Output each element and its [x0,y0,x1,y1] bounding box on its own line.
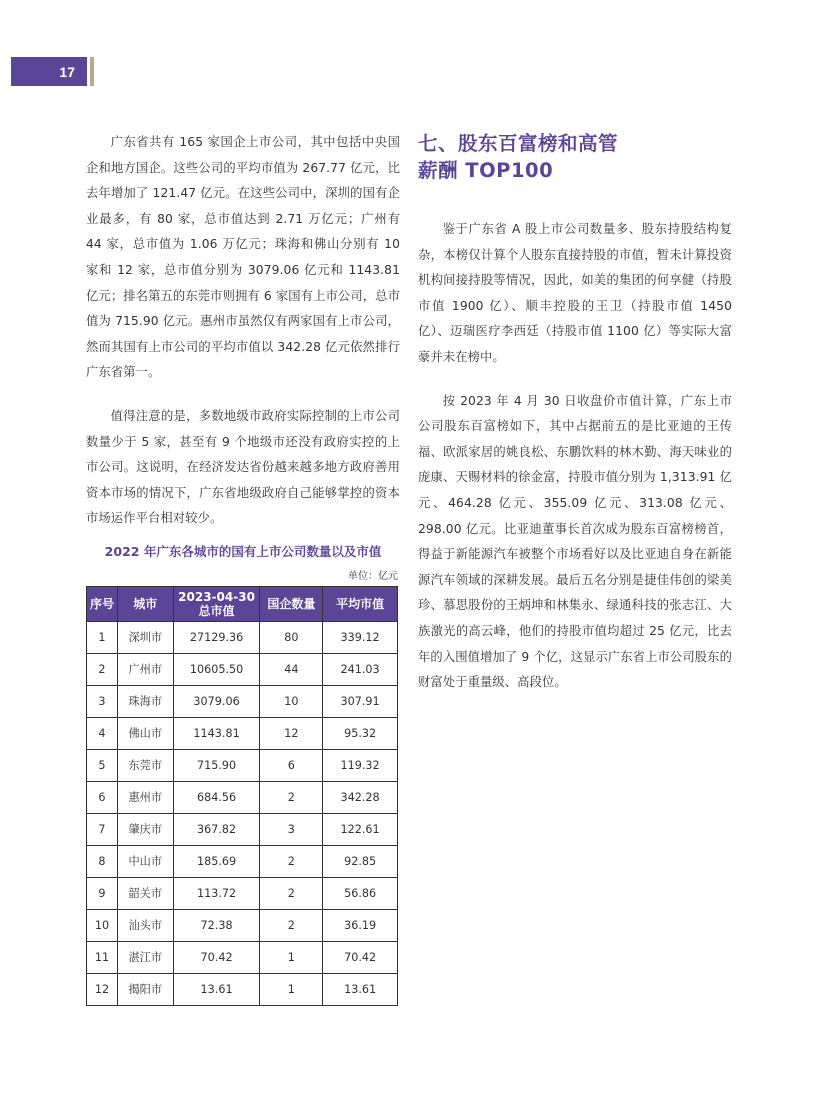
cell-city: 汕头市 [117,909,173,941]
cell-avg-cap: 70.42 [323,941,398,973]
cell-soe-count: 2 [260,909,323,941]
cell-soe-count: 2 [260,877,323,909]
table-row [87,685,398,717]
cell-soe-count: 10 [260,685,323,717]
cell-soe-count: 2 [260,845,323,877]
city-soe-table [86,586,398,1006]
table-row [87,973,398,1005]
cell-soe-count: 6 [260,749,323,781]
cell-index: 1 [87,621,118,653]
table-row [87,717,398,749]
cell-index: 7 [87,813,118,845]
section-title-line-2: 薪酬 TOP100 [418,159,554,182]
table-title: 2022 年广东各城市的国有上市公司数量以及市值 [104,543,382,559]
header-city: 城市 [117,586,173,621]
table-body [87,621,398,1005]
cell-soe-count: 3 [260,813,323,845]
cell-city: 韶关市 [117,877,173,909]
cell-avg-cap: 119.32 [323,749,398,781]
cell-index: 6 [87,781,118,813]
page-number: 17 [59,63,75,80]
cell-city: 惠州市 [117,781,173,813]
cell-avg-cap: 56.86 [323,877,398,909]
cell-market-cap: 3079.06 [173,685,260,717]
cell-avg-cap: 36.19 [323,909,398,941]
cell-city: 深圳市 [117,621,173,653]
cell-market-cap: 13.61 [173,973,260,1005]
table-header-row [87,586,398,621]
table-row [87,749,398,781]
cell-market-cap: 27129.36 [173,621,260,653]
cell-soe-count: 44 [260,653,323,685]
cell-market-cap: 113.72 [173,877,260,909]
cell-city: 佛山市 [117,717,173,749]
cell-avg-cap: 342.28 [323,781,398,813]
page-tab-accent-bar [90,57,94,86]
cell-index: 4 [87,717,118,749]
cell-market-cap: 185.69 [173,845,260,877]
cell-soe-count: 2 [260,781,323,813]
section-title [418,130,732,184]
left-paragraph-1: 广东省共有 165 家国企上市公司，其中包括中央国企和地方国企。这些公司的平均市值为 267.77 亿元，比去年增加了 121.47 亿元。在这些公司中，深圳的国有企业最多，有 80 家，总市值达到 2.71 万亿元；广州有 44 家，总市值为 1.06 万亿元；珠海和佛山分别有 10 家和 12 家，总市值分别为 3079.06 亿元和 1143.81 亿元；排名第五的东莞市则拥有 6 家国有上市公司，总市值为 715.90 亿元。惠州市虽然仅有两家国有上市公司，然而其国有上市公司的平均市值以 342.28 亿元依然排行广东省第一。 [86,135,400,380]
cell-avg-cap: 339.12 [323,621,398,653]
table-row [87,813,398,845]
cell-city: 肇庆市 [117,813,173,845]
table-row [87,941,398,973]
cell-city: 中山市 [117,845,173,877]
header-index: 序号 [87,586,118,621]
cell-soe-count: 1 [260,941,323,973]
header-soe-count: 国企数量 [260,586,323,621]
cell-soe-count: 1 [260,973,323,1005]
cell-market-cap: 715.90 [173,749,260,781]
cell-index: 10 [87,909,118,941]
cell-city: 湛江市 [117,941,173,973]
right-paragraph-2: 按 2023 年 4 月 30 日收盘价市值计算，广东上市公司股东百富榜如下，其中占据前五的是比亚迪的王传福、欧派家居的姚良松、东鹏饮料的林木勤、海天味业的庞康、天赐材料的徐金富，持股市值分别为 1,313.91 亿元、464.28 亿元、355.09 亿元、313.08 亿元、298.00 亿元。比亚迪董事长首次成为股东百富榜榜首，得益于新能源汽车被整个市场看好以及比亚迪自身在新能源汽车领域的深耕发展。最后五名分别是捷佳伟创的梁美珍、慕思股份的王炳坤和林集永、绿通科技的张志江、大族激光的高云峰，他们的持股市值均超过 25 亿元，比去年的入围值增加了 9 个亿，这显示广东省上市公司股东的财富处于重量级、高段位。 [418,393,732,690]
cell-index: 8 [87,845,118,877]
cell-soe-count: 12 [260,717,323,749]
header-market-cap [173,586,260,621]
table-row [87,909,398,941]
table-row [87,845,398,877]
cell-index: 9 [87,877,118,909]
cell-city: 揭阳市 [117,973,173,1005]
cell-avg-cap: 13.61 [323,973,398,1005]
cell-avg-cap: 92.85 [323,845,398,877]
cell-market-cap: 367.82 [173,813,260,845]
cell-index: 5 [87,749,118,781]
cell-avg-cap: 95.32 [323,717,398,749]
section-title-line-1: 七、股东百富榜和高管 [418,132,619,155]
cell-index: 2 [87,653,118,685]
table-row [87,781,398,813]
cell-market-cap: 684.56 [173,781,260,813]
table-row [87,877,398,909]
cell-city: 广州市 [117,653,173,685]
left-column [86,130,400,1006]
cell-index: 3 [87,685,118,717]
cell-market-cap: 10605.50 [173,653,260,685]
right-column [418,130,732,696]
cell-avg-cap: 241.03 [323,653,398,685]
cell-city: 东莞市 [117,749,173,781]
cell-market-cap: 70.42 [173,941,260,973]
right-paragraph-1: 鉴于广东省 A 股上市公司数量多、股东持股结构复杂，本榜仅计算个人股东直接持股的市值，暂未计算投资机构间接持股等情况，因此，如美的集团的何享健（持股市值 1900 亿）、顺丰控股的王卫（持股市值 1450 亿）、迈瑞医疗李西廷（持股市值 1100 亿）等实际大富豪并未在榜中。 [418,222,732,364]
cell-avg-cap: 307.91 [323,685,398,717]
cell-index: 12 [87,973,118,1005]
left-paragraph-2: 值得注意的是，多数地级市政府实际控制的上市公司数量少于 5 家，甚至有 9 个地级市还没有政府实控的上市公司。这说明，在经济发达省份越来越多地方政府善用资本市场的情况下，广东省地级政府自己能够掌控的资本市场运作平台相对较少。 [86,408,400,526]
header-avg-cap: 平均市值 [323,586,398,621]
cell-market-cap: 72.38 [173,909,260,941]
cell-market-cap: 1143.81 [173,717,260,749]
header-market-cap-text: 2023-04-30 总市值 [178,589,255,618]
cell-avg-cap: 122.61 [323,813,398,845]
table-row [87,653,398,685]
table-unit: 单位：亿元 [348,570,398,582]
table-row [87,621,398,653]
cell-soe-count: 80 [260,621,323,653]
cell-city: 珠海市 [117,685,173,717]
page-number-tab [11,57,87,86]
cell-index: 11 [87,941,118,973]
